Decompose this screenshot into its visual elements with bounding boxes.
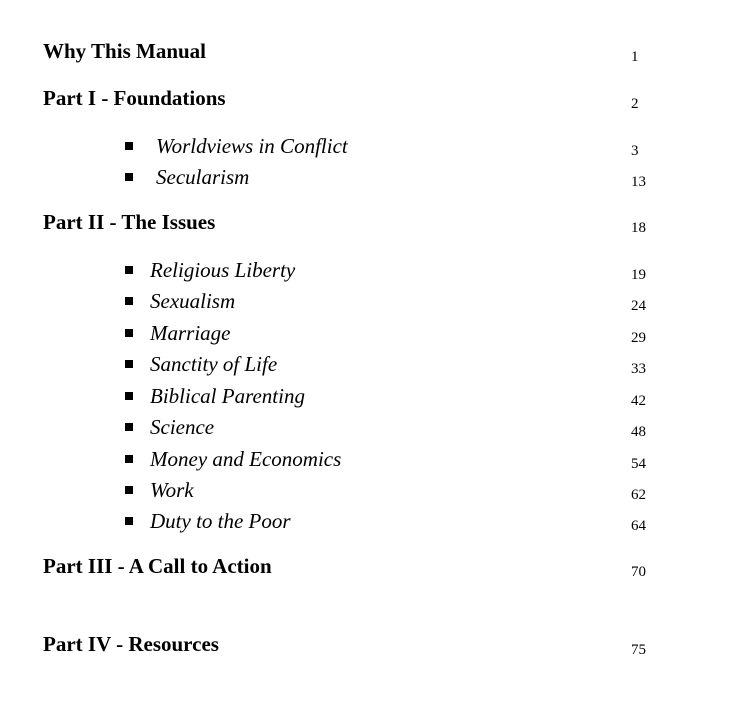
toc-entry-part-4[interactable] <box>0 631 732 661</box>
toc-page-number: 3 <box>631 143 639 159</box>
toc-page-number: 1 <box>631 49 639 65</box>
toc-subentry-title: Duty to the Poor <box>150 509 291 533</box>
bullet-icon <box>125 517 133 525</box>
toc-page-number: 54 <box>631 456 646 472</box>
toc-part-title: Part IV - Resources <box>43 632 219 656</box>
toc-page-number: 70 <box>631 564 646 580</box>
toc-page-number: 62 <box>631 487 646 503</box>
bullet-icon <box>125 423 133 431</box>
toc-page-number: 33 <box>631 361 646 377</box>
bullet-icon <box>125 329 133 337</box>
toc-page-number: 19 <box>631 267 646 283</box>
toc-subentry-sexualism[interactable] <box>0 287 732 317</box>
toc-subentry-work[interactable] <box>0 476 732 506</box>
toc-page-number: 29 <box>631 330 646 346</box>
toc-subentry-science[interactable] <box>0 413 732 443</box>
toc-page-number: 18 <box>631 220 646 236</box>
toc-subentry-title: Marriage <box>150 321 231 345</box>
bullet-icon <box>125 455 133 463</box>
toc-entry-part-1[interactable] <box>0 85 732 115</box>
toc-subentry-marriage[interactable] <box>0 319 732 349</box>
bullet-icon <box>125 360 133 368</box>
toc-subentry-religious-liberty[interactable] <box>0 256 732 286</box>
bullet-icon <box>125 266 133 274</box>
bullet-icon <box>125 142 133 150</box>
toc-subentry-title: Religious Liberty <box>150 258 296 282</box>
toc-subentry-title: Secularism <box>156 165 250 189</box>
toc-subentry-title: Worldviews in Conflict <box>156 134 348 158</box>
toc-part-title: Why This Manual <box>43 39 207 63</box>
toc-part-title: Part I - Foundations <box>43 86 226 110</box>
toc-page-number: 24 <box>631 298 646 314</box>
toc-subentry-sanctity-of-life[interactable] <box>0 350 732 380</box>
toc-subentry-title: Work <box>150 478 194 502</box>
toc-subentry-title: Sanctity of Life <box>150 352 278 376</box>
toc-subentry-duty-to-the-poor[interactable] <box>0 507 732 537</box>
toc-subentry-title: Science <box>150 415 215 439</box>
toc-entry-why-this-manual[interactable] <box>0 38 732 68</box>
toc-page-number: 75 <box>631 642 646 658</box>
toc-page-number: 2 <box>631 96 639 112</box>
toc-page-number: 13 <box>631 174 646 190</box>
toc-entry-part-3[interactable] <box>0 553 732 583</box>
toc-subentry-title: Biblical Parenting <box>150 384 305 408</box>
toc-subentry-title: Sexualism <box>150 289 236 313</box>
bullet-icon <box>125 173 133 181</box>
bullet-icon <box>125 297 133 305</box>
bullet-icon <box>125 486 133 494</box>
toc-page-number: 42 <box>631 393 646 409</box>
toc-subentry-biblical-parenting[interactable] <box>0 382 732 412</box>
toc-subentry-secularism[interactable] <box>0 163 732 193</box>
toc-part-title: Part III - A Call to Action <box>43 554 272 578</box>
toc-page-number: 64 <box>631 518 646 534</box>
toc-part-title: Part II - The Issues <box>43 210 216 234</box>
toc-entry-part-2[interactable] <box>0 209 732 239</box>
toc-page-number: 48 <box>631 424 646 440</box>
toc-subentry-title: Money and Economics <box>150 447 342 471</box>
toc-subentry-worldviews-in-conflict[interactable] <box>0 132 732 162</box>
toc-subentry-money-and-economics[interactable] <box>0 445 732 475</box>
bullet-icon <box>125 392 133 400</box>
